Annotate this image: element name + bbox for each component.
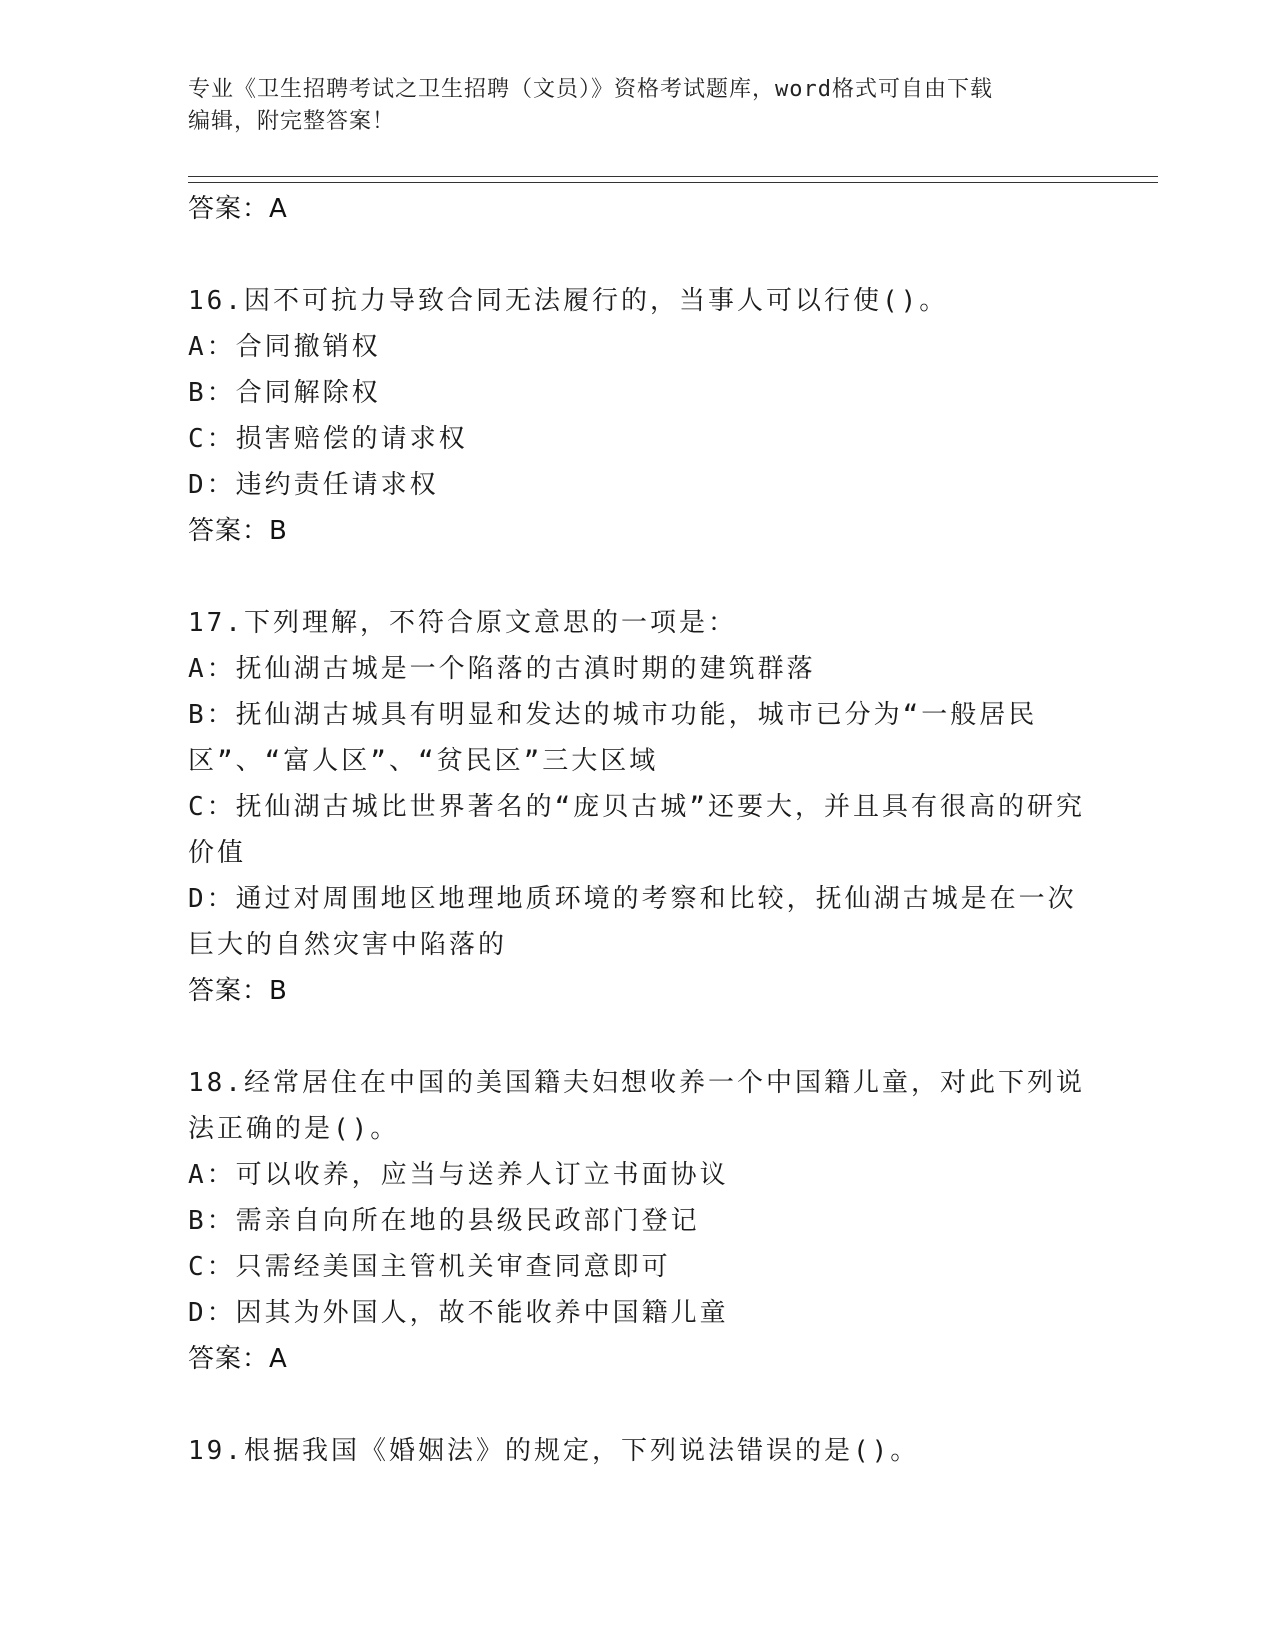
question-stem: 19.根据我国《婚姻法》的规定，下列说法错误的是()。 <box>188 1436 920 1466</box>
question-list <box>188 186 1088 1474</box>
question-16 <box>188 278 1088 554</box>
option-d: D：因其为外国人，故不能收养中国籍儿童 <box>188 1298 729 1328</box>
question-stem: 18.经常居住在中国的美国籍夫妇想收养一个中国籍儿童，对此下列说法正确的是()。 <box>188 1068 1085 1144</box>
answer-line: 答案：A <box>188 1344 288 1374</box>
option-d: D：违约责任请求权 <box>188 470 439 500</box>
header-divider-bottom <box>188 182 1158 183</box>
header-line-1: 专业《卫生招聘考试之卫生招聘（文员）》资格考试题库，word格式可自由下载 <box>188 77 993 102</box>
question-stem: 16.因不可抗力导致合同无法履行的，当事人可以行使()。 <box>188 286 949 316</box>
question-19 <box>188 1428 1088 1474</box>
question-17 <box>188 600 1088 1014</box>
header-divider-top <box>188 176 1158 177</box>
question-18 <box>188 1060 1088 1382</box>
option-b: B：合同解除权 <box>188 378 381 408</box>
option-c: C：损害赔偿的请求权 <box>188 424 468 454</box>
option-a: A：抚仙湖古城是一个陷落的古滇时期的建筑群落 <box>188 654 816 684</box>
option-a: A：合同撤销权 <box>188 332 381 362</box>
option-c: C：只需经美国主管机关审查同意即可 <box>188 1252 671 1282</box>
answer-line: 答案：B <box>188 516 288 546</box>
option-a: A：可以收养，应当与送养人订立书面协议 <box>188 1160 729 1190</box>
option-b: B：需亲自向所在地的县级民政部门登记 <box>188 1206 700 1236</box>
answer-line: 答案：A <box>188 194 288 224</box>
header-line-2: 编辑，附完整答案！ <box>188 109 396 134</box>
option-d: D：通过对周围地区地理地质环境的考察和比较，抚仙湖古城是在一次巨大的自然灾害中陷落的 <box>188 884 1077 960</box>
answer-line: 答案：B <box>188 976 288 1006</box>
option-b: B：抚仙湖古城具有明显和发达的城市功能，城市已分为“一般居民区”、“富人区”、“贫民区”三大区域 <box>188 700 1038 776</box>
document-header <box>188 74 1068 138</box>
option-c: C：抚仙湖古城比世界著名的“庞贝古城”还要大，并且具有很高的研究价值 <box>188 792 1085 868</box>
question-stem: 17.下列理解，不符合原文意思的一项是： <box>188 608 737 638</box>
